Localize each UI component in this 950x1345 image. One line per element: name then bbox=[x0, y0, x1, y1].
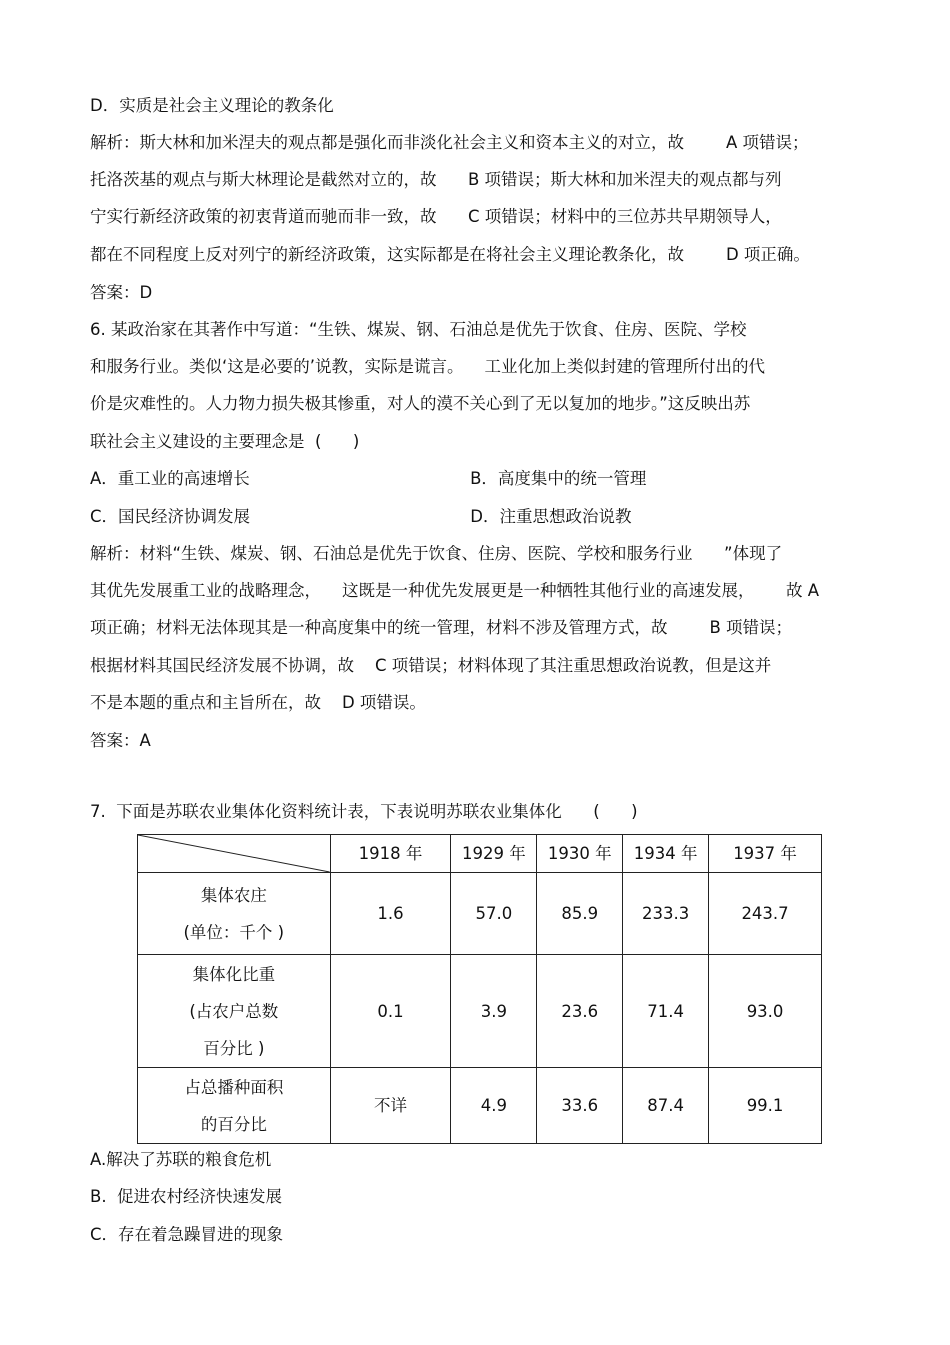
analysis-line: 解析：斯大林和加米涅夫的观点都是强化而非淡化社会主义和资本主义的对立，故 A 项错误； bbox=[90, 133, 809, 152]
question-6-line: 6. 某政治家在其著作中写道：“生铁、煤炭、钢、石油总是优先于饮食、住房、医院、学校 bbox=[90, 320, 747, 339]
table-cell: 93.0 bbox=[709, 955, 822, 1068]
table-cell: 1.6 bbox=[330, 873, 451, 955]
row-label-line: 占总播种面积 bbox=[184, 1077, 284, 1097]
option-a: A.解决了苏联的粮食危机 bbox=[90, 1150, 272, 1169]
table-cell: 87.4 bbox=[623, 1068, 709, 1144]
row-label-line: (占农户总数 bbox=[189, 1001, 279, 1021]
table-cell: 33.6 bbox=[537, 1068, 623, 1144]
collectivization-table bbox=[137, 834, 822, 1144]
table-cell: 99.1 bbox=[709, 1068, 822, 1144]
analysis-line: 项正确；材料无法体现其是一种高度集中的统一管理，材料不涉及管理方式，故 B 项错误； bbox=[90, 618, 793, 637]
year-header: 1930 年 bbox=[537, 835, 623, 873]
question-6-line: 价是灾难性的。人力物力损失极其惨重，对人的漠不关心到了无以复加的地步。”这反映出苏 bbox=[90, 394, 751, 413]
table-row bbox=[138, 955, 822, 1068]
table-cell: 3.9 bbox=[451, 955, 537, 1068]
line-d-option: D．实质是社会主义理论的教条化 bbox=[90, 96, 334, 115]
analysis-line: 其优先发展重工业的战略理念， 这既是一种优先发展更是一种牺牲其他行业的高速发展， 故 A bbox=[90, 581, 819, 600]
row-label-line: 集体化比重 bbox=[192, 964, 276, 984]
table-cell: 71.4 bbox=[623, 955, 709, 1068]
table-row bbox=[138, 1068, 822, 1144]
table-cell: 57.0 bbox=[451, 873, 537, 955]
option-b: B. 促进农村经济快速发展 bbox=[90, 1187, 283, 1206]
analysis-line: 根据材料其国民经济发展不协调，故 C 项错误；材料体现了其注重思想政治说教，但是这并 bbox=[90, 656, 772, 675]
year-header: 1918 年 bbox=[330, 835, 451, 873]
row-label bbox=[138, 955, 331, 1068]
year-header: 1929 年 bbox=[451, 835, 537, 873]
analysis-line: 都在不同程度上反对列宁的新经济政策，这实际都是在将社会主义理论教条化，故 D 项正确。 bbox=[90, 245, 810, 264]
analysis-line: 托洛茨基的观点与斯大林理论是截然对立的，故 B 项错误；斯大林和加米涅夫的观点都与列 bbox=[90, 170, 782, 189]
analysis-line: 解析：材料“生铁、煤炭、钢、石油总是优先于饮食、住房、医院、学校和服务行业 ”体现了 bbox=[90, 544, 783, 563]
table-cell: 243.7 bbox=[709, 873, 822, 955]
table-cell: 4.9 bbox=[451, 1068, 537, 1144]
table-cell: 0.1 bbox=[330, 955, 451, 1068]
table-cell: 23.6 bbox=[537, 955, 623, 1068]
answer-line: 答案：D bbox=[90, 283, 153, 302]
year-header: 1937 年 bbox=[709, 835, 822, 873]
table-cell: 不详 bbox=[330, 1068, 451, 1144]
question-7-line: 7. 下面是苏联农业集体化资料统计表，下表说明苏联农业集体化 ( ) bbox=[90, 802, 638, 821]
table-header-row bbox=[138, 835, 822, 873]
row-label bbox=[138, 1068, 331, 1144]
row-label-line: 集体农庄 bbox=[200, 885, 267, 905]
diagonal-corner-cell bbox=[138, 835, 331, 873]
row-label bbox=[138, 873, 331, 955]
option-c: C．存在着急躁冒进的现象 bbox=[90, 1225, 284, 1244]
options-cd: C．国民经济协调发展 D．注重思想政治说教 bbox=[90, 507, 632, 526]
row-label-line: 百分比 ) bbox=[203, 1038, 265, 1058]
question-6-line: 联社会主义建设的主要理念是 ( ) bbox=[90, 432, 360, 451]
answer-line: 答案：A bbox=[90, 731, 151, 750]
question-6-line: 和服务行业。类似‘这是必要的’说教，实际是谎言。 工业化加上类似封建的管理所付出的代 bbox=[90, 357, 765, 376]
options-ab: A．重工业的高速增长 B．高度集中的统一管理 bbox=[90, 469, 647, 488]
year-header: 1934 年 bbox=[623, 835, 709, 873]
table-cell: 85.9 bbox=[537, 873, 623, 955]
analysis-line: 不是本题的重点和主旨所在，故 D 项错误。 bbox=[90, 693, 426, 712]
row-label-line: (单位：千个 ) bbox=[183, 922, 285, 942]
table-cell: 233.3 bbox=[623, 873, 709, 955]
table-row bbox=[138, 873, 822, 955]
row-label-line: 的百分比 bbox=[200, 1114, 267, 1134]
analysis-line: 宁实行新经济政策的初衷背道而驰而非一致，故 C 项错误；材料中的三位苏共早期领导人， bbox=[90, 207, 782, 226]
